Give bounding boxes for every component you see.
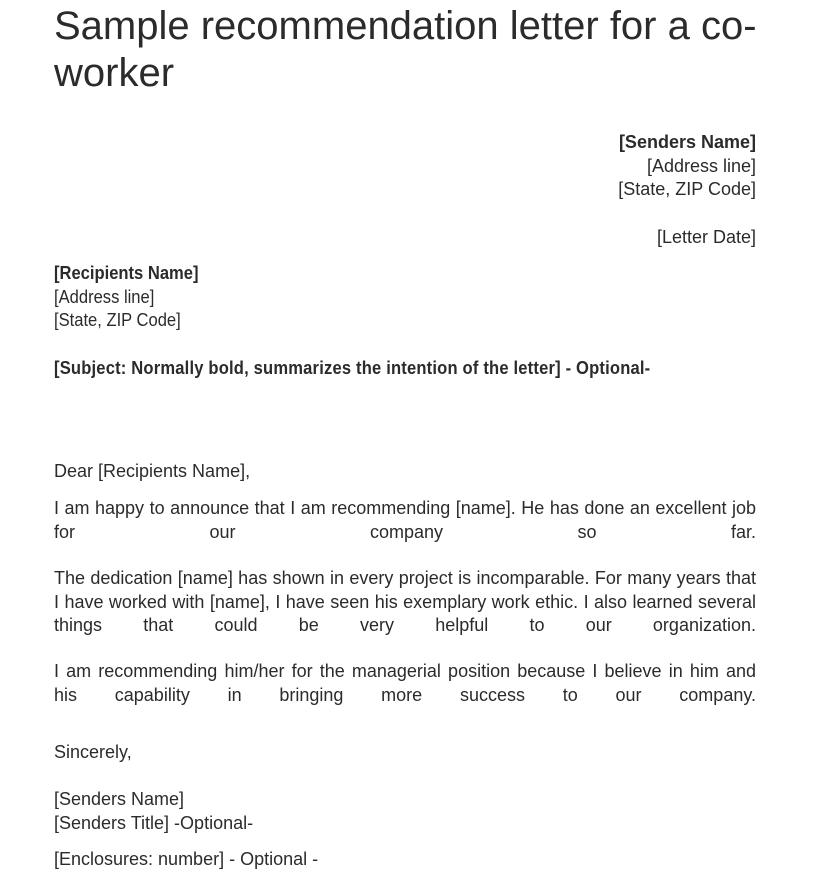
recipient-name: [Recipients Name] xyxy=(54,263,199,283)
page-title: Sample recommendation letter for a co-worker xyxy=(54,4,757,95)
paragraph-2: The dedication [name] has shown in every project is incomparable. For many years that I have worked with [name], I have seen his exemplary work ethic. I also learned several things that could be very helpful to our organization. xyxy=(54,568,756,635)
letter-date: [Letter Date] xyxy=(656,227,756,247)
paragraph-1: I am happy to announce that I am recommending [name]. He has done an excellent job for our company so far. xyxy=(54,498,756,542)
closing: Sincerely, xyxy=(54,742,132,762)
recipient-address: [Address line] xyxy=(54,286,155,307)
recipient-state-zip: [State, ZIP Code] xyxy=(54,310,181,330)
recipient-block xyxy=(54,262,198,333)
sender-state-zip: [State, ZIP Code] xyxy=(618,179,756,199)
signature-title: [Senders Title] -Optional- xyxy=(54,812,254,833)
subject-line: [Subject: Normally bold, summarizes the intention of the letter] - Optional- xyxy=(54,358,651,378)
enclosures: [Enclosures: number] - Optional - xyxy=(54,849,319,869)
signature-block xyxy=(54,788,756,835)
greeting: Dear [Recipients Name], xyxy=(54,461,251,481)
paragraph-3: I am recommending him/her for the managerial position because I believe in him and his capability in bringing more success to our company. xyxy=(54,661,756,705)
sender-block xyxy=(618,131,756,202)
sender-address: [Address line] xyxy=(646,155,756,176)
signature-name: [Senders Name] xyxy=(54,789,185,809)
sender-name: [Senders Name] xyxy=(618,132,756,152)
